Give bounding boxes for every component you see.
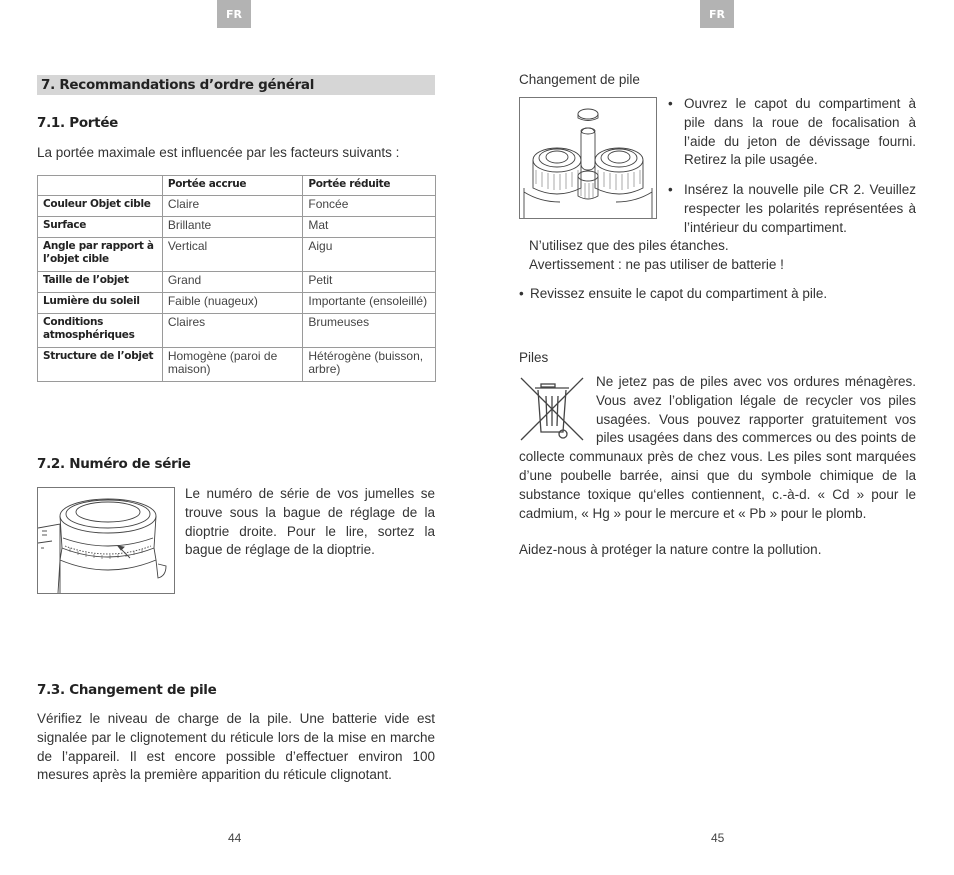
cell-increased: Grand (162, 272, 303, 293)
icon-spacer (519, 373, 596, 447)
table-row (38, 348, 436, 382)
language-tab-right: FR (700, 0, 734, 28)
piles-closing: Aidez-nous à protéger la nature contre la pollution. (519, 542, 822, 557)
battery-note-sealed: N’utilisez que des piles étanches. (529, 238, 729, 253)
cell-increased: Brillante (162, 217, 303, 238)
page-number-right: 45 (711, 831, 725, 845)
cell-increased: Claire (162, 196, 303, 217)
serial-number-text: Le numéro de série de vos jumelles se trouve sous la bague de réglage de la dioptrie droite. Pour le lire, sortez la bague de réglage de la dioptrie. (185, 486, 435, 558)
range-table (37, 175, 436, 382)
row-label: Taille de l’objet (38, 272, 163, 293)
battery-change-illustration (519, 97, 657, 219)
battery-step-1: Ouvrez le capot du compartiment à pile dans la roue de focalisation à l’aide du jeton de dévissage fourni. Retirez la pile usagée. (684, 96, 916, 168)
cell-increased: Vertical (162, 238, 303, 272)
cell-reduced: Aigu (303, 238, 436, 272)
battery-step-2: Insérez la nouvelle pile CR 2. Veuillez respecter les polarités représentées à l’intérieur du compartiment. (684, 182, 916, 235)
row-label: Conditions atmosphériques (38, 314, 163, 348)
serial-number-illustration (37, 487, 175, 594)
binoculars-battery-drawing (520, 98, 656, 218)
bullet-marker: • (668, 96, 673, 111)
row-label: Angle par rapport à l’objet cible (38, 238, 163, 272)
cell-reduced: Importante (ensoleillé) (303, 293, 436, 314)
cell-reduced: Brumeuses (303, 314, 436, 348)
bullet-marker: • (519, 286, 524, 301)
cell-reduced: Mat (303, 217, 436, 238)
row-label: Couleur Objet cible (38, 196, 163, 217)
table-row (38, 217, 436, 238)
heading-7-1: 7.1. Portée (37, 115, 119, 131)
cell-increased: Claires (162, 314, 303, 348)
battery-check-text: Vérifiez le niveau de charge de la pile. Une batterie vide est signalée par le clignotement du réticule lors de la mise en marche de l’appareil. Il est encore possible d’effectuer environ 100 mesures après la première apparition du réticule clignotant. (37, 711, 435, 783)
section-title: 7. Recommandations d’ordre général (37, 75, 435, 95)
table-row (38, 238, 436, 272)
row-label: Lumière du soleil (38, 293, 163, 314)
table-row (38, 314, 436, 348)
table-header-row (38, 176, 436, 196)
cell-reduced: Foncée (303, 196, 436, 217)
row-label: Surface (38, 217, 163, 238)
table-row (38, 293, 436, 314)
row-label: Structure de l’objet (38, 348, 163, 382)
piles-text (519, 373, 916, 523)
battery-step-3: Revissez ensuite le capot du compartiment à pile. (530, 286, 828, 301)
table-row (38, 272, 436, 293)
table-header-cell: Portée réduite (303, 176, 436, 196)
heading-7-3: 7.3. Changement de pile (37, 682, 217, 698)
cell-reduced: Petit (303, 272, 436, 293)
page-number-left: 44 (228, 831, 242, 845)
table-header-cell: Portée accrue (162, 176, 303, 196)
table-row (38, 196, 436, 217)
eyepiece-drawing (38, 488, 174, 593)
range-intro: La portée maximale est influencée par les facteurs suivants : (37, 145, 400, 160)
cell-reduced: Hétérogène (buisson, arbre) (303, 348, 436, 382)
bullet-marker: • (668, 182, 673, 197)
language-tab-left: FR (217, 0, 251, 28)
battery-note-warning: Avertissement : ne pas utiliser de batterie ! (529, 257, 784, 272)
battery-change-title: Changement de pile (519, 72, 640, 87)
cell-increased: Homogène (paroi de maison) (162, 348, 303, 382)
cell-increased: Faible (nuageux) (162, 293, 303, 314)
heading-7-2: 7.2. Numéro de série (37, 456, 191, 472)
piles-paragraph: Ne jetez pas de piles avec vos ordures ménagères. Vous avez l’obligation légale de recycler vos piles usagées. Vous pouvez rapporter gratuitement vos piles usagées dans des commerces ou des points de collecte communaux près de chez vous. Les piles sont marquées d’une poubelle barrée, ainsi que du symbole chimique de la substance toxique qu‘elles contiennent, c.-à-d. « Cd » pour le cadmium, « Hg » pour le mercure et « Pb » pour le plomb. (519, 374, 916, 521)
piles-title: Piles (519, 350, 549, 365)
table-header-cell (38, 176, 163, 196)
